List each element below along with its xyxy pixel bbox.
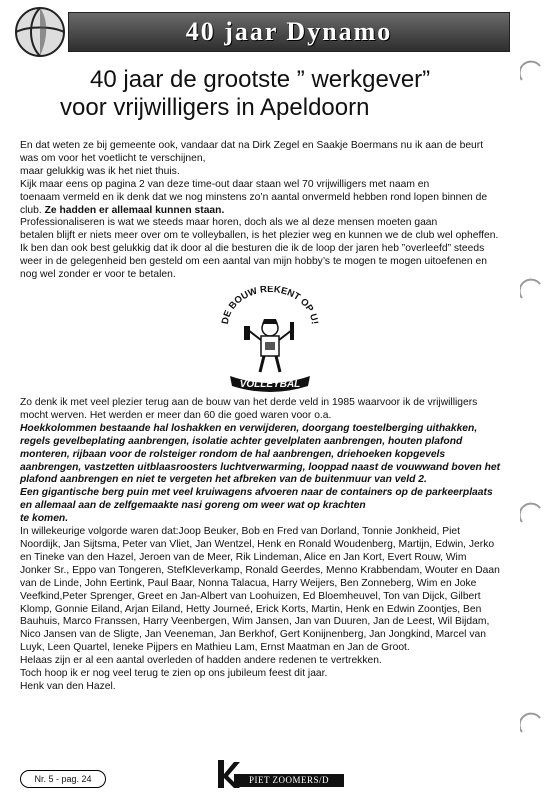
names-line: Veefkind,Peter Sprenger, Greet en Jan-Albert van Loohuizen, Ed Bloemheuvel, Ton van Dijck, Gilbert: [20, 590, 481, 602]
emphasis-text: Ze hadden er allemaal kunnen staan.: [44, 204, 225, 216]
text-fragment: club.: [20, 204, 45, 216]
volleyball-icon: [14, 6, 66, 58]
text-line: mocht werven. Het werden er meer dan 60 die goed waren voor o.a.: [20, 409, 332, 421]
headline-line-1: 40 jaar de grootste ” werkgever”: [90, 66, 431, 93]
names-line: In willekeurige volgorde waren dat:Joop Beuker, Bob en Fred van Dorland, Tonnie Jonkheid, Piet: [20, 526, 460, 538]
sponsor-name: PIET ZOOMERS/D: [234, 774, 344, 787]
names-line: van de Linde, John Eertink, Paul Baar, Nonna Talacua, Harry Weijers, Ben Zonneberg, Wim en Joke: [20, 577, 477, 589]
author-signature: Henk van den Hazel.: [20, 680, 116, 692]
text-line: En dat weten ze bij gemeente ook, vandaar dat na Dirk Zegel en Saakje Boermans nu ik aan de beurt: [20, 140, 484, 151]
punch-hole-mark: [520, 712, 542, 734]
closing-line: Toch hoop ik er nog veel terug te zien op ons jubileum feest dit jaar.: [20, 668, 328, 680]
bouw-volleybal-logo: [218, 286, 322, 396]
text-line: Zo denk ik met veel plezier terug aan de bouw van het derde veld in 1985 waarvoor ik de vrijwilligers: [20, 397, 478, 408]
task-line: regels gevelbeplating aanbrengen, isolatie achter gevelplaten aanbrengen, houten plafond: [20, 435, 463, 447]
logo-bottom-text: VOLLEYBAL: [239, 379, 301, 390]
names-line: Noordijk, Jan Sijtsma, Peter van Vliet, Jan Wentzel, Henk en Ronald Woudenberg, Martijn, Edwin, Jerko: [20, 538, 495, 550]
names-line: Bauhuis, Marco Franssen, Harry Veenbergen, Wim Jansen, Jan van Duuren, Jan de Leest, Wil Bijdam,: [20, 616, 490, 628]
header-bar: [68, 12, 510, 52]
article-headline: [60, 66, 520, 122]
task-line: te komen.: [20, 513, 69, 525]
names-line: Nico Jansen van de Sligte, Jan Veeneman, Jan Berkhof, Gert Konijnenberg, Jan Jongkind, Marcel van: [20, 629, 486, 641]
punch-hole-mark: [520, 502, 542, 524]
names-line: en Tineke van den Hazel, Jeroen van de Meer, Rik Lindeman, Alice en Jan Kort, Evert Rouw, Wim: [20, 551, 467, 563]
text-line: Professionaliseren is wat we steeds maar horen, doch als we al deze mensen moeten gaan: [20, 217, 438, 229]
text-line: betalen blijft er niets meer over om te volleyballen, is het plezier weg en kunnen we de club wel opheffen.: [20, 230, 499, 242]
punch-hole-mark: [520, 60, 542, 82]
task-line: monteren, rijbaan voor de rolsteiger rondom de hal aanbrengen, driehoeken kopgevels: [20, 448, 446, 460]
text-line: [20, 205, 520, 218]
text-line: was om voor het voetlicht te verschijnen,: [20, 152, 206, 164]
text-line: nog wel zonder er voor te betalen.: [20, 269, 176, 281]
names-line: Luyk, Leen Quartel, Ieneke Pijpers en Mathieu Lam, Ernst Maatman en Jan de Groot.: [20, 642, 410, 654]
task-line: Hoekkolommen bestaande hal loshakken en verwijderen, doorgang toestelberging uithakken,: [20, 422, 478, 434]
text-line: Ik ben dan ook best gelukkig dat ik door al die besturen die ik de loop der jaren heb ”overleefd” steeds: [20, 243, 485, 255]
text-line: weer in de gelegenheid ben gesteld om een aantal van mijn hobby’s te mogen te mogen uitoefenen en: [20, 256, 487, 268]
text-line: Kijk maar eens op pagina 2 van deze time-out daar staan wel 70 vrijwilligers met naam en: [20, 178, 430, 190]
task-line: en allemaal aan de zelfgemaakte nasi goreng om weer wat op krachten: [20, 500, 366, 512]
intro-paragraph: [20, 140, 520, 282]
page-number-badge: Nr. 5 - pag. 24: [20, 770, 106, 788]
construction-paragraph: [20, 397, 520, 694]
names-line: Klomp, Gonnie Eiland, Arjan Eiland, Hetty Journeé, Erick Korts, Martin, Henk en Edwin Zoontjes, Ben: [20, 603, 482, 615]
headline-line-2: voor vrijwilligers in Apeldoorn: [60, 94, 370, 121]
page-header-title: 40 jaar Dynamo: [185, 17, 393, 46]
closing-line: Helaas zijn er al een aantal overleden of hadden andere redenen te vertrekken.: [20, 655, 382, 667]
task-line: Een gigantische berg puin met veel kruiwagens afvoeren naar de containers op de parkeerplaats: [20, 487, 493, 499]
task-line: aanbrengen, vastzetten uitblaasroosters luchtverwarming, looppad naast de vouwwand boven het: [20, 461, 501, 473]
names-line: Jonker Sr., Eppo van Tongeren, StefKleverkamp, Ronald Geerdes, Menno Krabbendam, Wouter en Daan: [20, 564, 500, 576]
punch-hole-mark: [520, 278, 542, 300]
text-line: maar gelukkig was ik het niet thuis.: [20, 165, 180, 177]
text-line: toenaam vermeld en ik denk dat we nog minstens zo’n aantal onvermeld hebben rond lopen binnen de: [20, 191, 488, 203]
logo-top-text: DE BOUW REKENT OP U!: [219, 286, 320, 326]
task-line: plafond aanbrengen en niet te vergeten het afbreken van de buitenmuur van veld 2.: [20, 474, 427, 486]
